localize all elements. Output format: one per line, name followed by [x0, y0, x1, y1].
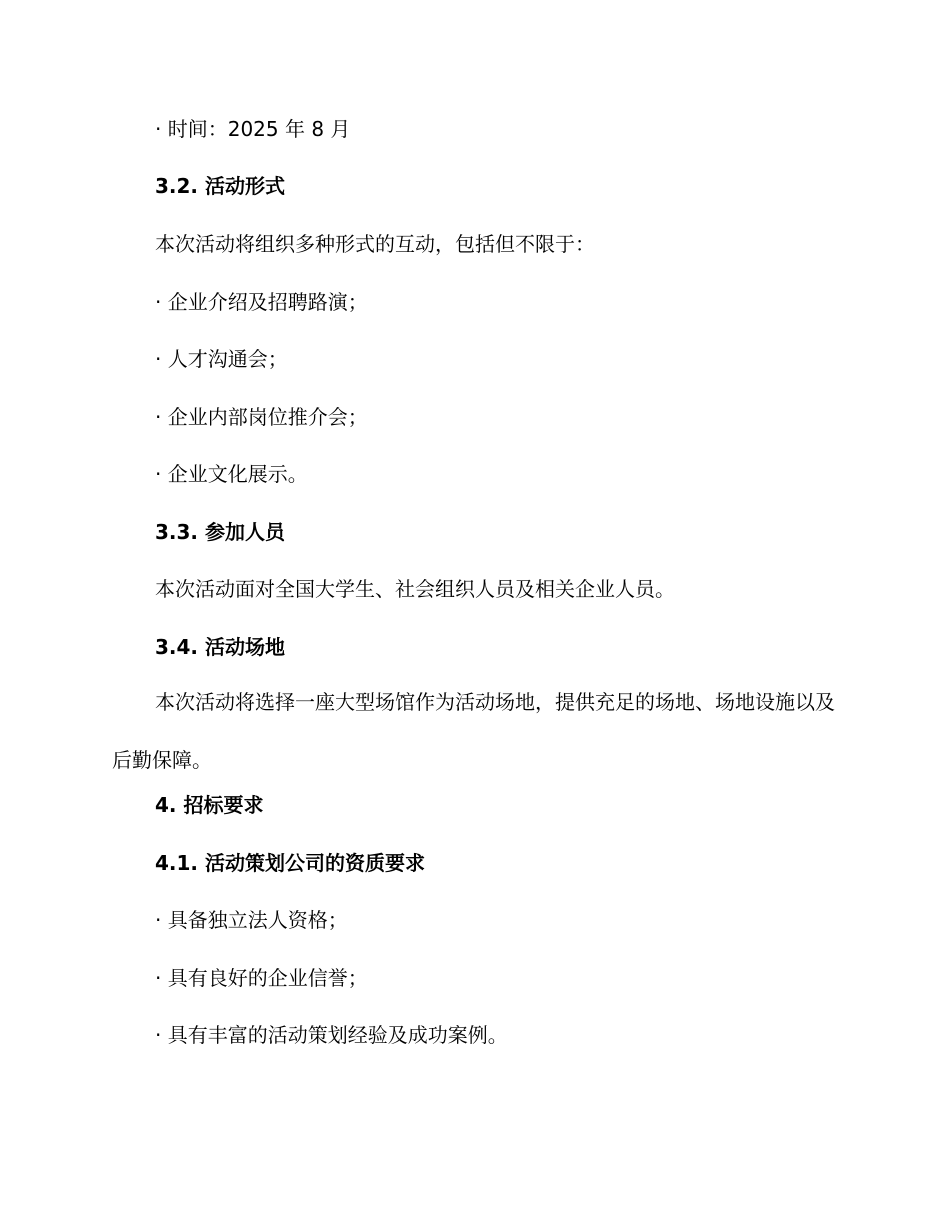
time-line: · 时间：2025 年 8 月: [155, 117, 351, 141]
section-3-3-body: 本次活动面对全国大学生、社会组织人员及相关企业人员。: [155, 577, 675, 601]
list-item: · 企业文化展示。: [155, 462, 308, 486]
list-item: · 具有丰富的活动策划经验及成功案例。: [155, 1023, 508, 1047]
list-item: · 人才沟通会；: [155, 347, 288, 371]
section-3-2-heading: 3.2. 活动形式: [155, 174, 285, 198]
list-item: · 具备独立法人资格；: [155, 908, 348, 932]
section-3-4-body: 本次活动将选择一座大型场馆作为活动场地，提供充足的场地、场地设施以及后勤保障。: [112, 690, 835, 772]
section-3-3-heading: 3.3. 参加人员: [155, 520, 285, 544]
section-3-2-intro: 本次活动将组织多种形式的互动，包括但不限于：: [155, 232, 595, 256]
list-item: · 具有良好的企业信誉；: [155, 966, 368, 990]
section-4-1-heading: 4.1. 活动策划公司的资质要求: [155, 851, 425, 875]
section-3-4-heading: 3.4. 活动场地: [155, 635, 285, 659]
section-4-heading: 4. 招标要求: [155, 793, 264, 817]
list-item: · 企业内部岗位推介会；: [155, 405, 368, 429]
list-item: · 企业介绍及招聘路演；: [155, 290, 368, 314]
